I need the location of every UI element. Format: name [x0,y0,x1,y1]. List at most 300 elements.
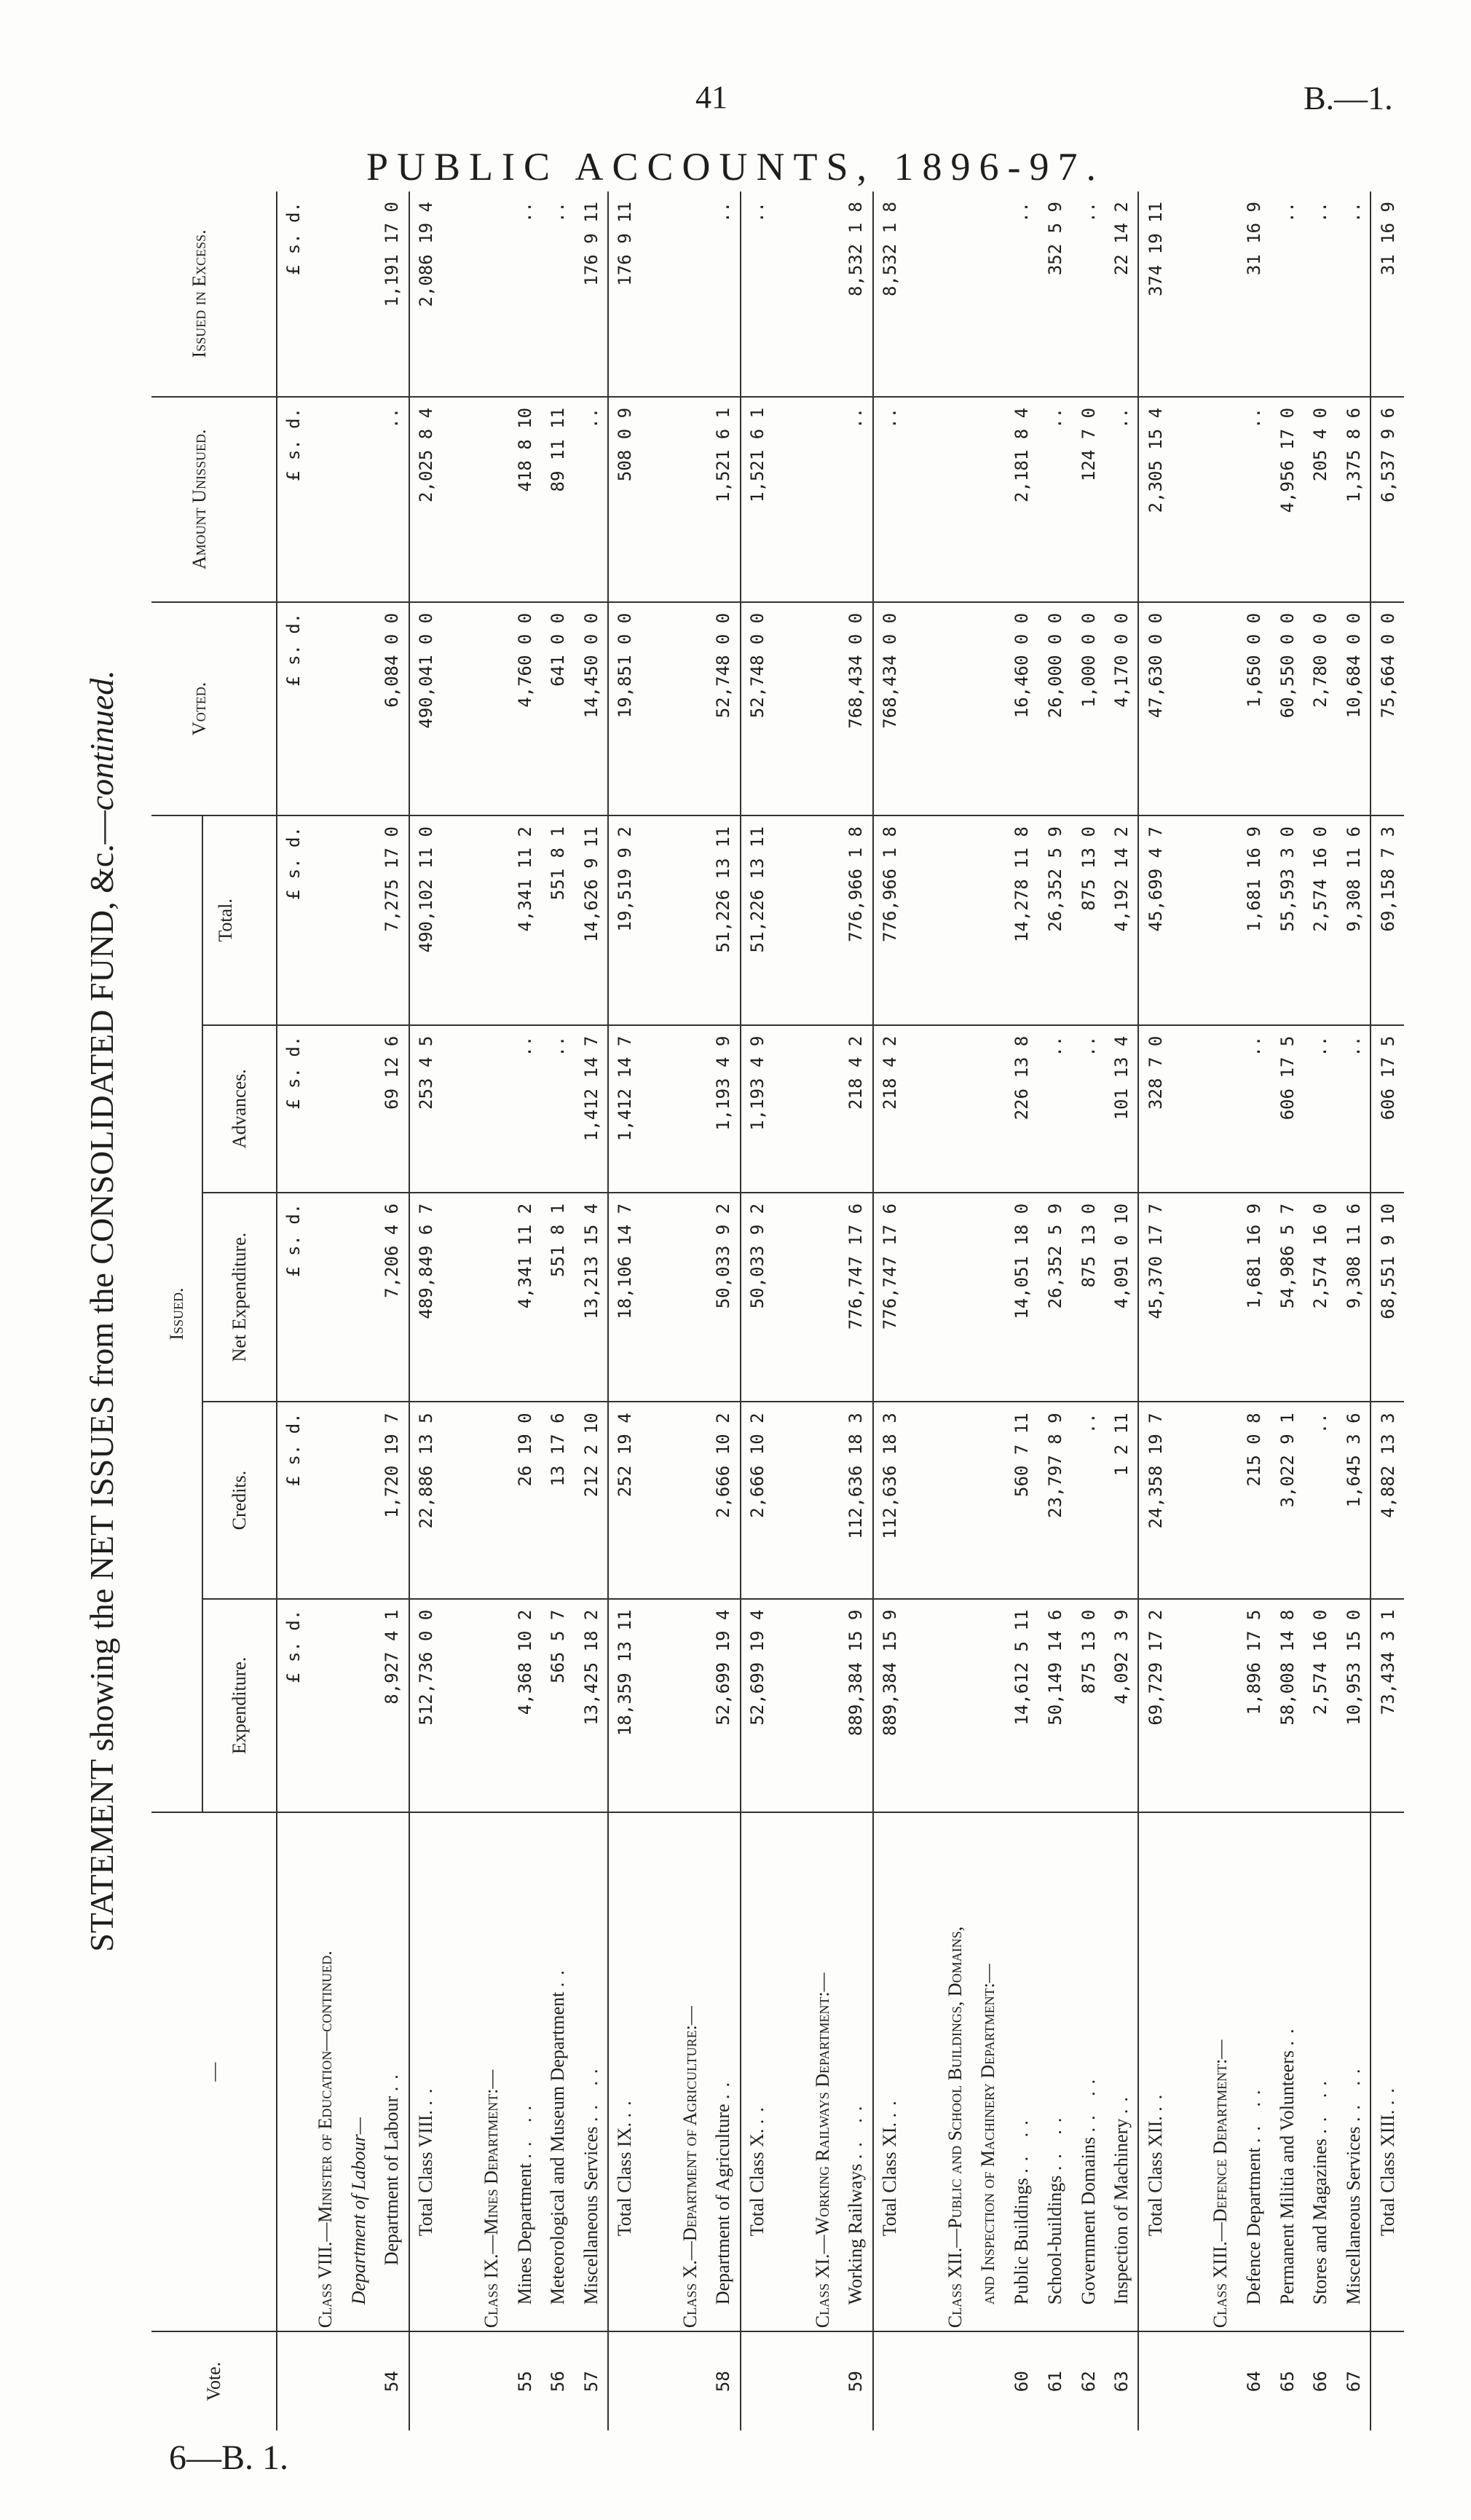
row-label: Total Class X. [746,2128,768,2237]
amount-exc: 352 5 9 [1038,191,1072,397]
amount-tot [674,815,707,1025]
row-label: Department of Agriculture [712,2104,734,2305]
amount-exc [972,191,1006,397]
amount-exc [674,191,707,397]
table-row [1204,191,1237,2430]
amount-voted: 60,550 0 0 [1271,602,1304,815]
row-label: Stores and Magazines [1309,2138,1331,2305]
amount-net: 54,986 5 7 [1271,1193,1304,1402]
amount-adv: 101 13 4 [1105,1025,1138,1193]
amount-adv: .. [1304,1025,1338,1193]
amount-cred [475,1402,508,1598]
amount-net: 7,206 4 6 [376,1193,409,1402]
table-row [1105,191,1138,2430]
statement-lead: STATEMENT showing the NET ISSUES from the CONSOLIDATED FUND, &c.— [83,810,120,1952]
amount-tot: 4,341 11 2 [508,815,542,1025]
amount-cred: 560 7 11 [1005,1402,1038,1598]
amount-exc: 31 16 9 [1237,191,1271,397]
row-description [741,1812,774,2331]
amount-cred: 215 0 8 [1237,1402,1271,1598]
total-row [409,191,443,2430]
units-label: £ s. d. [277,1402,309,1598]
table-row [972,191,1006,2430]
table-row [1304,191,1338,2430]
amount-voted: 1,000 0 0 [1072,602,1105,815]
amount-net: 50,033 9 2 [741,1193,774,1402]
amount-cred [342,1402,376,1598]
leader-dots: .. [381,2067,403,2092]
amount-net: 2,574 16 0 [1304,1193,1338,1402]
excess-header: Issued in Excess. [151,191,248,397]
amount-exp: 1,896 17 5 [1237,1599,1271,1812]
total-row [1371,191,1404,2430]
row-label: Working Railways [845,2163,867,2305]
net-expenditure-header: Net Expenditure. [202,1193,277,1402]
amount-tot [309,815,343,1025]
amount-adv: .. [1337,1025,1371,1193]
amount-adv: 218 4 2 [840,1025,873,1193]
page-title: PUBLIC ACCOUNTS, 1896-97. [366,145,1105,189]
row-label: Miscellaneous Services [1342,2126,1364,2305]
row-label: Public Buildings [1011,2178,1033,2305]
amount-adv: .. [508,1025,542,1193]
amount-exc [1204,191,1237,397]
vote-number: 63 [1111,2371,1132,2393]
amount-exc: 176 9 11 [608,191,642,397]
amount-unis: .. [1038,397,1072,602]
amount-net [309,1193,343,1402]
leader-dots: .. .. [1243,2082,1265,2143]
amount-cred [972,1402,1006,1598]
amount-net: 1,681 16 9 [1237,1193,1271,1402]
page-number: 41 [695,79,727,115]
leader-dots: .. [1144,2087,1166,2112]
table-row [674,191,707,2430]
row-label: Department of Labour [381,2096,403,2266]
table-row [475,191,508,2430]
spacer-row [442,191,475,2430]
amount-voted: 26,000 0 0 [1038,602,1072,815]
amount-cred [309,1402,343,1598]
vote-number [674,2331,707,2430]
units-label: £ s. d. [277,815,309,1025]
amount-net: 50,033 9 2 [707,1193,741,1402]
row-description [1204,1812,1237,2331]
row-label: Class XI.—Working Railways Department:— [811,1972,833,2329]
total-row [1138,191,1172,2430]
amount-adv: .. [1072,1025,1105,1193]
amount-cred [1204,1402,1237,1598]
amount-exp: 565 5 7 [542,1599,575,1812]
row-description [1304,1812,1338,2331]
amount-tot [939,815,972,1025]
row-description [608,1812,642,2331]
amount-cred: 252 19 4 [608,1402,642,1598]
amount-exc: .. [542,191,575,397]
units-label: £ s. d. [277,1599,309,1812]
row-label: Total Class XII. [1144,2116,1166,2237]
spacer-row [1172,191,1204,2430]
amount-net [475,1193,508,1402]
vote-number: 57 [580,2371,602,2393]
amount-adv [342,1025,376,1193]
amount-adv: 218 4 2 [873,1025,907,1193]
amount-unis [674,397,707,602]
amount-tot: 19,519 9 2 [608,815,642,1025]
expenditure-header: Expenditure. [202,1599,277,1812]
row-description [542,1812,575,2331]
leader-dots: .. .. [1044,2110,1065,2171]
amount-unis: 418 8 10 [508,397,542,602]
net-issues-table [151,191,1404,2430]
amount-voted: 47,630 0 0 [1138,602,1172,815]
amount-unis [972,397,1006,602]
amount-tot [1204,815,1237,1025]
amount-exp [972,1599,1006,1812]
amount-exp [1204,1599,1237,1812]
amount-cred: .. [1072,1402,1105,1598]
table-row [1337,191,1371,2430]
amount-unis [475,397,508,602]
amount-exc: .. [1271,191,1304,397]
amount-unis: 2,025 8 4 [409,397,443,602]
amount-exp: 512,736 0 0 [409,1599,443,1812]
units-label: £ s. d. [277,602,309,815]
amount-adv: 253 4 5 [409,1025,443,1193]
amount-adv [309,1025,343,1193]
amount-cred: 4,882 13 3 [1371,1402,1404,1598]
amount-exc: .. [1005,191,1038,397]
table-row [309,191,343,2430]
row-label: Government Domains [1077,2136,1099,2305]
amount-voted: 490,041 0 0 [409,602,443,815]
amount-net: 18,106 14 7 [608,1193,642,1402]
amount-tot: 776,966 1 8 [840,815,873,1025]
amount-net: 13,213 15 4 [575,1193,608,1402]
leader-dots: .. .. [1309,2074,1331,2134]
row-label: Mines Department [513,2163,535,2305]
amount-voted: 4,760 0 0 [508,602,542,815]
credits-header: Credits. [202,1402,277,1598]
amount-voted: 52,748 0 0 [707,602,741,815]
amount-unis: 2,305 15 4 [1138,397,1172,602]
amount-exp: 73,434 3 1 [1371,1599,1404,1812]
amount-cred: 1 2 11 [1105,1402,1138,1598]
amount-adv: 606 17 5 [1371,1025,1404,1193]
amount-net: 875 13 0 [1072,1193,1105,1402]
row-label: Defence Department [1243,2147,1265,2305]
row-description [309,1812,343,2331]
amount-cred: 3,022 9 1 [1271,1402,1304,1598]
amount-exc [342,191,376,397]
spacer-row [642,191,674,2430]
row-label: School-buildings [1044,2175,1065,2305]
amount-net [342,1193,376,1402]
amount-exp: 13,425 18 2 [575,1599,608,1812]
vote-number [1371,2331,1404,2430]
amount-net: 45,370 17 7 [1138,1193,1172,1402]
table-row [1038,191,1072,2430]
amount-unis: 89 11 11 [542,397,575,602]
amount-tot: 1,681 16 9 [1237,815,1271,1025]
table-row [508,191,542,2430]
amount-exp [806,1599,840,1812]
amount-unis: 1,375 8 6 [1337,397,1371,602]
total-row [608,191,642,2430]
vote-number: 60 [1011,2371,1033,2393]
units-label: £ s. d. [277,1193,309,1402]
amount-exp: 14,612 5 11 [1005,1599,1038,1812]
amount-cred: 1,645 3 6 [1337,1402,1371,1598]
amount-exc [309,191,343,397]
row-description [806,1812,840,2331]
amount-exc: 22 14 2 [1105,191,1138,397]
vote-number [409,2331,443,2430]
amount-tot: 7,275 17 0 [376,815,409,1025]
amount-net: 776,747 17 6 [873,1193,907,1402]
page-footer: 6—B. 1. [169,2438,289,2477]
amount-adv: 69 12 6 [376,1025,409,1193]
amount-exc: .. [707,191,741,397]
row-description [409,1812,443,2331]
amount-exc [806,191,840,397]
table-row [1237,191,1271,2430]
amount-cred: 112,636 18 3 [873,1402,907,1598]
leader-dots: .. [1376,2081,1398,2106]
table-row [542,191,575,2430]
row-description [376,1812,409,2331]
amount-exc: .. [508,191,542,397]
row-description [342,1812,376,2331]
row-description [1105,1812,1138,2331]
amount-tot: 551 8 1 [542,815,575,1025]
leader-dots: .. .. [580,2061,602,2122]
amount-exc: .. [1072,191,1105,397]
amount-adv: 226 13 8 [1005,1025,1038,1193]
amount-exp [475,1599,508,1812]
leader-dots: .. .. [1011,2113,1033,2173]
amount-tot: 26,352 5 9 [1038,815,1072,1025]
vote-number [972,2331,1006,2430]
row-label: Total Class XIII. [1376,2109,1398,2237]
amount-exp: 875 13 0 [1072,1599,1105,1812]
amount-exp: 52,699 19 4 [707,1599,741,1812]
amount-adv [475,1025,508,1193]
units-label: £ s. d. [277,397,309,602]
amount-net [1204,1193,1237,1402]
row-label: Inspection of Machinery [1110,2118,1132,2305]
vote-number [342,2331,376,2430]
vote-number [475,2331,508,2430]
amount-exp: 4,092 3 9 [1105,1599,1138,1812]
amount-voted: 6,084 0 0 [376,602,409,815]
amount-adv: 1,193 4 9 [707,1025,741,1193]
total-row [873,191,907,2430]
amount-cred: 112,636 18 3 [840,1402,873,1598]
amount-adv: 606 17 5 [1271,1025,1304,1193]
amount-unis: 205 4 0 [1304,397,1338,602]
amount-cred [939,1402,972,1598]
amount-voted [939,602,972,815]
row-description [1138,1812,1172,2331]
amount-adv [674,1025,707,1193]
amount-exp [342,1599,376,1812]
table-row [939,191,972,2430]
amount-exp: 69,729 17 2 [1138,1599,1172,1812]
amount-adv [1204,1025,1237,1193]
amount-exp: 2,574 16 0 [1304,1599,1338,1812]
amount-cred: 24,358 19 7 [1138,1402,1172,1598]
amount-tot [342,815,376,1025]
amount-exp: 52,699 19 4 [741,1599,774,1812]
vote-number: 67 [1343,2371,1364,2393]
amount-adv: 1,412 14 7 [575,1025,608,1193]
rotated-statement [73,191,1405,2430]
row-label: Department of Labour— [348,2117,370,2305]
amount-tot: 490,102 11 0 [409,815,443,1025]
vote-number: 66 [1310,2371,1331,2393]
leader-dots: .. .. [1342,2061,1364,2122]
amount-net: 14,051 18 0 [1005,1193,1038,1402]
vote-number: 58 [713,2371,734,2393]
table-row [840,191,873,2430]
amount-voted [309,602,343,815]
table-row [575,191,608,2430]
voted-header: Voted. [151,602,248,815]
row-label: Class XIII.—Defence Department:— [1210,2039,1231,2329]
row-description [1237,1812,1271,2331]
leader-dots: .. [712,2074,734,2099]
row-label: Total Class IX. [614,2122,636,2237]
amount-adv: 1,193 4 9 [741,1025,774,1193]
row-description [939,1812,972,2331]
row-description [1337,1812,1371,2331]
amount-exp: 889,384 15 9 [840,1599,873,1812]
amount-tot: 69,158 7 3 [1371,815,1404,1025]
table-row [1005,191,1038,2430]
amount-voted: 1,650 0 0 [1237,602,1271,815]
amount-adv [806,1025,840,1193]
amount-net [674,1193,707,1402]
amount-tot: 51,226 13 11 [707,815,741,1025]
amount-unis: .. [376,397,409,602]
amount-net: 4,341 11 2 [508,1193,542,1402]
amount-unis [342,397,376,602]
amount-cred: 1,720 19 7 [376,1402,409,1598]
row-label: Class IX.—Mines Department:— [480,2069,502,2329]
amount-tot: 14,626 9 11 [575,815,608,1025]
row-description [674,1812,707,2331]
amount-unis [309,397,343,602]
amount-voted: 75,664 0 0 [1371,602,1404,815]
amount-voted [674,602,707,815]
vote-number [608,2331,642,2430]
vote-number [741,2331,774,2430]
amount-voted [972,602,1006,815]
amount-cred: 23,797 8 9 [1038,1402,1072,1598]
vote-number: 61 [1044,2371,1065,2393]
leader-dots: .. .. [845,2098,867,2160]
amount-unis: 1,521 6 1 [741,397,774,602]
amount-adv: .. [542,1025,575,1193]
amount-exp: 18,359 13 11 [608,1599,642,1812]
vote-number [1204,2331,1237,2430]
row-label: Permanent Militia and Volunteers [1276,2050,1298,2305]
amount-exc [475,191,508,397]
amount-unis [806,397,840,602]
description-header: — [151,1812,277,2331]
advances-header: Advances. [202,1025,277,1193]
vote-number [309,2331,343,2430]
amount-unis: 2,181 8 4 [1005,397,1038,602]
amount-unis: .. [575,397,608,602]
amount-tot [972,815,1006,1025]
amount-unis [939,397,972,602]
table-row [806,191,840,2430]
amount-adv [972,1025,1006,1193]
leader-dots: .. .. [513,2098,535,2159]
amount-tot: 875 13 0 [1072,815,1105,1025]
amount-cred: 13 17 6 [542,1402,575,1598]
amount-voted: 16,460 0 0 [1005,602,1038,815]
leader-dots: .. [746,2100,768,2125]
row-description [1072,1812,1105,2331]
amount-tot: 2,574 16 0 [1304,815,1338,1025]
amount-exp: 10,953 15 0 [1337,1599,1371,1812]
amount-unis: 124 7 0 [1072,397,1105,602]
amount-net [806,1193,840,1402]
row-label: Miscellaneous Services [580,2126,602,2305]
table-row [1271,191,1304,2430]
amount-tot [806,815,840,1025]
row-description [972,1812,1006,2331]
row-description [1005,1812,1038,2331]
amount-net: 68,551 9 10 [1371,1193,1404,1402]
row-description [575,1812,608,2331]
row-label: Class VIII.—Minister of Education—continued. [315,1951,336,2329]
amount-voted [1204,602,1237,815]
amount-voted: 52,748 0 0 [741,602,774,815]
row-label: Meteorological and Museum Department [547,1991,569,2305]
amount-voted: 10,684 0 0 [1337,602,1371,815]
amount-voted: 14,450 0 0 [575,602,608,815]
row-label: Total Class VIII. [415,2110,437,2237]
issued-header: Issued. [151,815,202,1812]
amount-exc: .. [1304,191,1338,397]
vote-number [939,2331,972,2430]
amount-unis [1204,397,1237,602]
amount-exc: 8,532 1 8 [840,191,873,397]
amount-exc: 31 16 9 [1371,191,1404,397]
amount-cred: 212 2 10 [575,1402,608,1598]
units-label: £ s. d. [277,191,309,397]
row-description [840,1812,873,2331]
amount-voted: 4,170 0 0 [1105,602,1138,815]
amount-exp [309,1599,343,1812]
amount-exp: 4,368 10 2 [508,1599,542,1812]
amount-voted [475,602,508,815]
amount-voted [342,602,376,815]
row-description [1038,1812,1072,2331]
amount-exc: .. [1337,191,1371,397]
amount-unis: 4,956 17 0 [1271,397,1304,602]
vote-number [806,2331,840,2430]
document-reference: B.—1. [1304,79,1393,116]
amount-exc: 374 19 11 [1138,191,1172,397]
vote-number: 55 [514,2371,535,2393]
leader-dots: .. [415,2081,437,2106]
leader-dots: .. [878,2093,900,2118]
